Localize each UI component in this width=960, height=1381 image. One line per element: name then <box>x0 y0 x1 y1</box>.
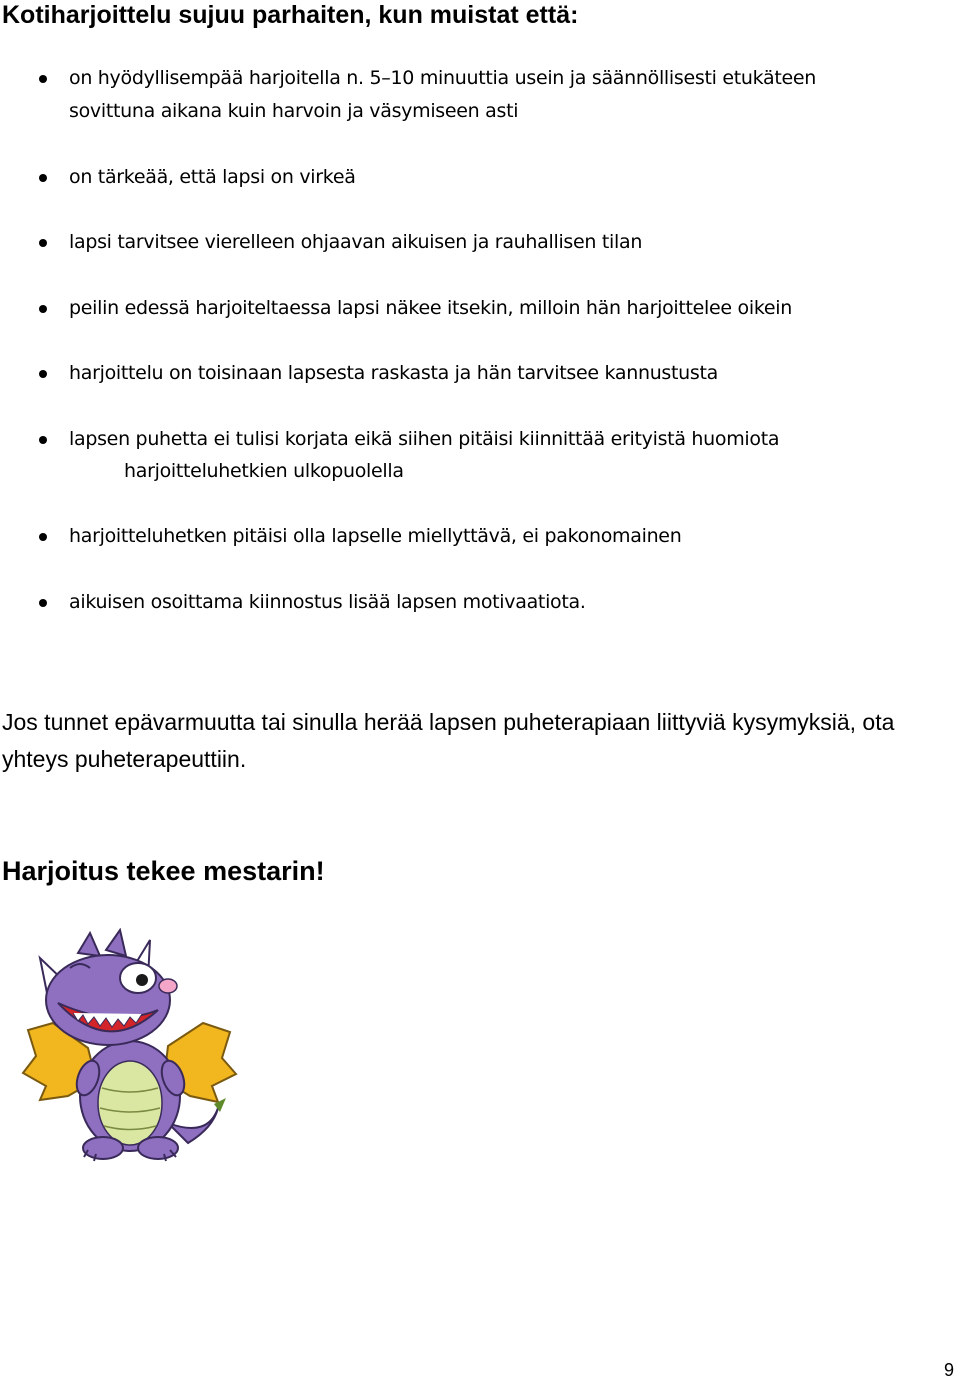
slogan: Harjoitus tekee mestarin! <box>2 856 325 886</box>
list-item-text: on tärkeää, että lapsi on virkeä <box>69 166 356 188</box>
page-number: 9 <box>944 1360 955 1380</box>
list-item-text: harjoitteluhetken pitäisi olla lapselle miellyttävä, ei pakonomainen <box>69 525 682 547</box>
bullet-icon <box>39 75 47 83</box>
bullet-icon <box>39 436 47 444</box>
contact-text-line-2: yhteys puheterapeuttiin. <box>2 746 247 772</box>
list-item-text: harjoitteluhetkien ulkopuolella <box>124 460 404 482</box>
list-item-text: sovittuna aikana kuin harvoin ja väsymiseen asti <box>69 100 519 122</box>
bullet-icon <box>39 239 47 247</box>
bullet-icon <box>39 533 47 541</box>
list-item-text: lapsi tarvitsee vierelleen ohjaavan aikuisen ja rauhallisen tilan <box>69 231 643 253</box>
bullet-icon <box>39 174 47 182</box>
dragon-illustration-icon <box>18 928 243 1168</box>
bullet-icon <box>39 370 47 378</box>
contact-text-line-1: Jos tunnet epävarmuutta tai sinulla herää lapsen puheterapiaan liittyviä kysymyksiä, ota <box>2 709 895 735</box>
list-item-text: peilin edessä harjoiteltaessa lapsi näkee itsekin, milloin hän harjoittelee oikein <box>69 297 792 319</box>
list-item-text: lapsen puhetta ei tulisi korjata eikä siihen pitäisi kiinnittää erityistä huomiota <box>69 428 780 450</box>
page-heading: Kotiharjoittelu sujuu parhaiten, kun muistat että: <box>2 1 579 29</box>
bullet-icon <box>39 599 47 607</box>
list-item-text: aikuisen osoittama kiinnostus lisää lapsen motivaatiota. <box>69 591 586 613</box>
bullet-icon <box>39 305 47 313</box>
list-item-text: on hyödyllisempää harjoitella n. 5–10 minuuttia usein ja säännöllisesti etukäteen <box>69 67 817 89</box>
dragon-head <box>40 930 177 1045</box>
list-item-text: harjoittelu on toisinaan lapsesta raskasta ja hän tarvitsee kannustusta <box>69 362 719 384</box>
